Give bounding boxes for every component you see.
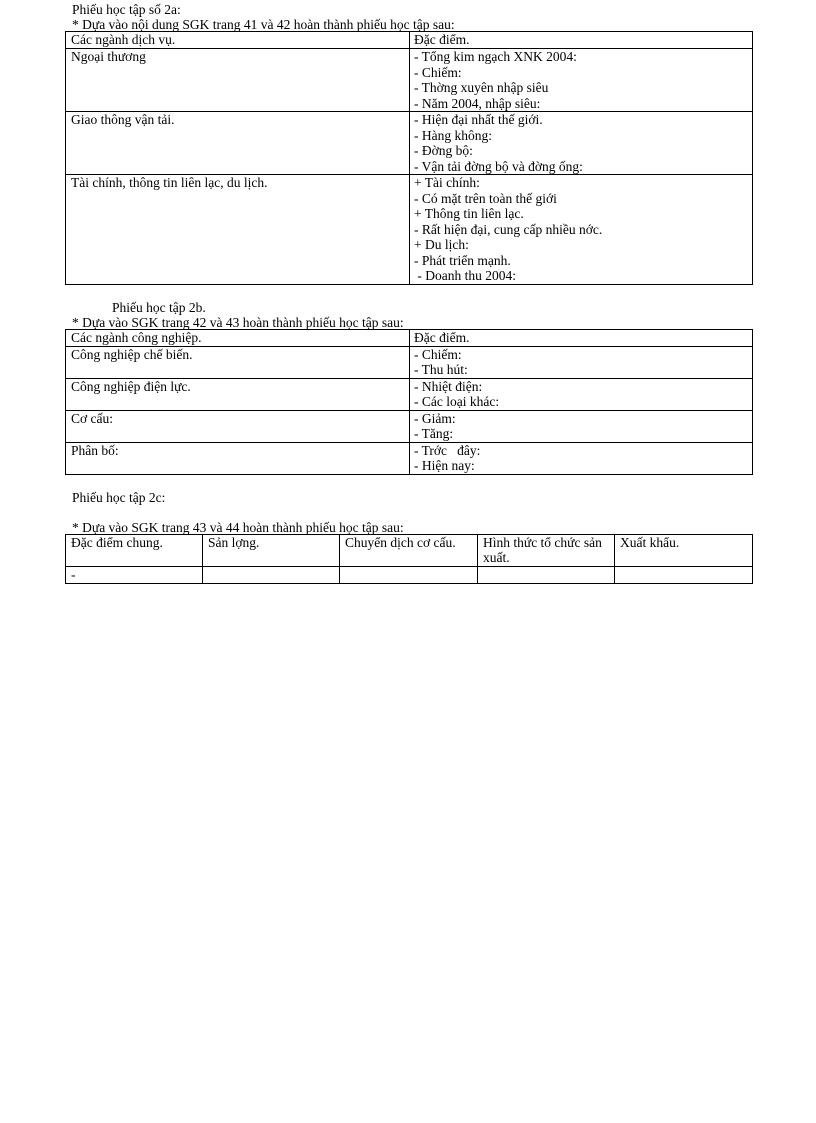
feature-cell <box>410 410 753 442</box>
feature-line: - Doanh thu 2004: <box>414 268 516 283</box>
table-row <box>66 378 753 410</box>
feature-line: + Thông tin liên lạc. <box>414 206 524 221</box>
header-cell: Đặc điểm. <box>410 32 753 49</box>
feature-line: - Thờng xuyên nhập siêu <box>414 80 549 95</box>
sheet-c-title: Phiếu học tập 2c: <box>72 490 166 505</box>
feature-line: - Vận tải đờng bộ và đờng ống: <box>414 158 583 174</box>
header-cell: Đặc điểm. <box>410 330 753 347</box>
feature-cell <box>410 112 753 175</box>
feature-line: + Tài chính: <box>414 175 480 190</box>
table-row <box>66 410 753 442</box>
sector-cell: Tài chính, thông tin liên lạc, du lịch. <box>66 175 410 285</box>
table-row <box>66 175 753 285</box>
feature-line: - Chiếm: <box>414 64 462 80</box>
sector-cell: Phân bố: <box>66 442 410 474</box>
header-cell: Chuyển dịch cơ cấu. <box>340 535 478 567</box>
sector-cell: Giao thông vận tải. <box>66 112 410 175</box>
table-row <box>66 442 753 474</box>
table-cell <box>615 567 753 584</box>
sheet-a-instruction: * Dựa vào nội dung SGK trang 41 và 42 hoàn thành phiếu học tập sau: <box>72 17 455 32</box>
feature-line: - Đờng bộ: <box>414 143 473 158</box>
feature-line: + Du lịch: <box>414 237 469 252</box>
sector-cell: Ngoại thương <box>66 49 410 112</box>
feature-line: - Tổng kim ngạch XNK 2004: <box>414 49 577 64</box>
table-cell <box>203 567 340 584</box>
table-header-row <box>66 32 753 49</box>
header-cell: Hình thức tổ chức sản xuất. <box>478 535 615 567</box>
header-cell: Các ngành công nghiệp. <box>66 330 410 347</box>
feature-line: - Năm 2004, nhập siêu: <box>414 95 541 111</box>
feature-cell <box>410 49 753 112</box>
sheet-c-table <box>65 534 753 584</box>
header-cell: Sản lợng. <box>203 535 340 567</box>
feature-line: - Hiện đại nhất thế giới. <box>414 112 543 127</box>
feature-cell <box>410 175 753 285</box>
feature-line: - Hàng không: <box>414 127 492 143</box>
feature-line: - Chiếm: <box>414 346 462 362</box>
feature-line: - Các loại khác: <box>414 394 500 409</box>
feature-cell <box>410 442 753 474</box>
feature-line: - Nhiệt điện: <box>414 378 483 394</box>
sheet-b-table <box>65 329 753 475</box>
table-header-row <box>66 330 753 347</box>
feature-line: - Hiện nay: <box>414 458 475 473</box>
sheet-a-table <box>65 31 753 285</box>
feature-line: - Có mặt trên toàn thế giới <box>414 190 557 206</box>
header-cell: Xuất khẩu. <box>615 535 753 567</box>
header-cell: Các ngành dịch vụ. <box>66 32 410 49</box>
sheet-b-instruction: * Dựa vào SGK trang 42 và 43 hoàn thành phiếu học tập sau: <box>72 315 404 330</box>
feature-cell <box>410 346 753 378</box>
sheet-b-title: Phiếu học tập 2b. <box>112 300 206 315</box>
table-cell <box>340 567 478 584</box>
feature-line: - Tăng: <box>414 426 454 441</box>
table-cell <box>478 567 615 584</box>
sheet-c-instruction: * Dựa vào SGK trang 43 và 44 hoàn thành phiếu học tập sau: <box>72 520 404 535</box>
table-row <box>66 112 753 175</box>
feature-cell <box>410 378 753 410</box>
table-row <box>66 49 753 112</box>
feature-line: - Thu hút: <box>414 362 468 377</box>
feature-line: - Trớc đây: <box>414 442 481 458</box>
feature-line: - Rất hiện đại, cung cấp nhiều nớc. <box>414 221 603 237</box>
table-cell: - <box>66 567 203 584</box>
feature-line: - Giảm: <box>414 410 456 426</box>
table-row <box>66 567 753 584</box>
table-header-row <box>66 535 753 567</box>
sheet-a-title: Phiếu học tập số 2a: <box>72 2 181 17</box>
sector-cell: Cơ cấu: <box>66 410 410 442</box>
sector-cell: Công nghiệp chế biến. <box>66 346 410 378</box>
sector-cell: Công nghiệp điện lực. <box>66 378 410 410</box>
header-cell: Đặc điểm chung. <box>66 535 203 567</box>
feature-line: - Phát triển mạnh. <box>414 252 511 268</box>
table-row <box>66 346 753 378</box>
